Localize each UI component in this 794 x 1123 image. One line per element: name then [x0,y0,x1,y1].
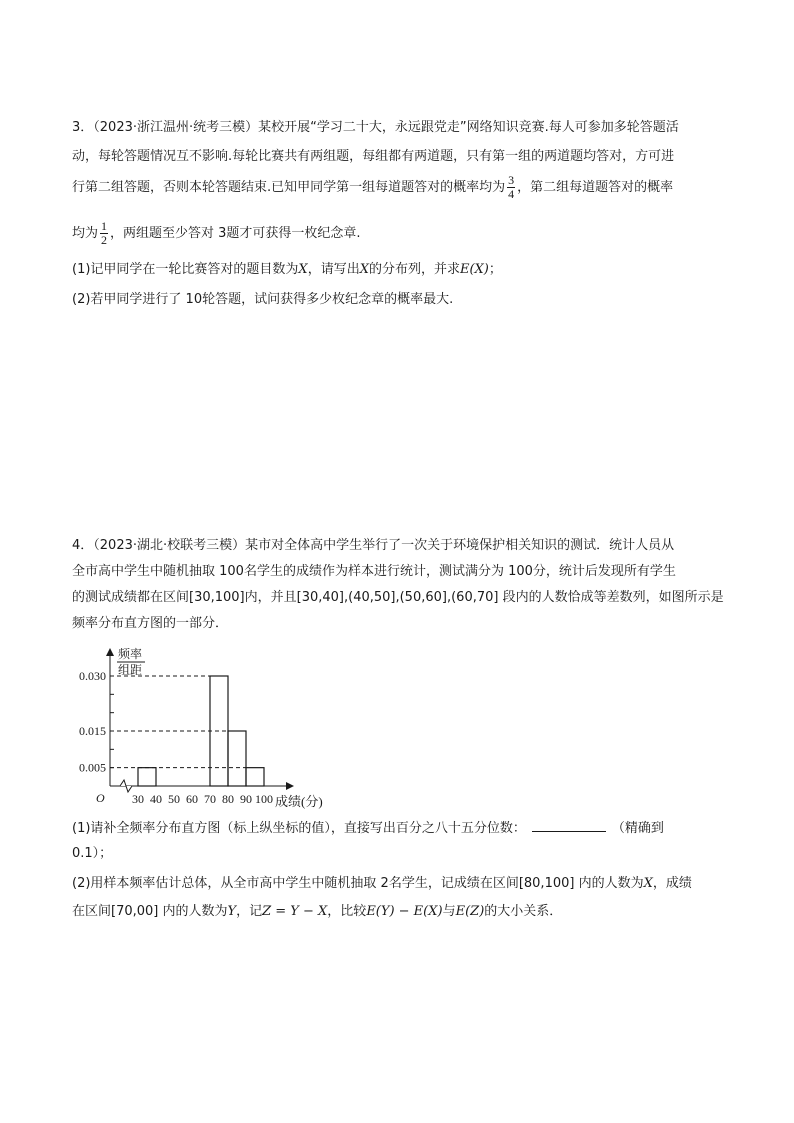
x-tick-label: 60 [186,792,198,806]
q4-line-3: 的测试成绩都在区间[30,100]内，并且[30,40],(40,50],(50,60],(60,70] 段内的人数恰成等差数列，如图所示是 [72,590,724,605]
expectation-ez: E(Z) [455,904,485,919]
q4-part-1-b: （精确到 [611,821,664,836]
y-tick-label: 0.005 [79,760,106,775]
x-tick-label: 70 [204,792,216,806]
q3-part-1 [72,260,502,280]
y-tick-label: 0.015 [79,724,106,738]
q4-source: （2023·湖北·校联考三模） [93,538,246,553]
x-tick-label: 30 [132,792,144,806]
x-axis-arrow [286,782,294,790]
q4-part-2-a: (2)用样本频率估计总体，从全市高中学生中随机抽取 2名学生，记成绩在区间[80,100] 内的人数为 [72,876,644,891]
x-tick-label: 90 [240,792,252,806]
y-tick-label: 0.030 [79,669,106,683]
x-axis-label: 成绩(分) [275,794,323,809]
frequency-histogram [60,646,360,814]
axis-break-mark [120,780,132,792]
q4-part-3-c: ，比较 [327,904,367,919]
fraction-one-half: $\frac{1}{2}$ [101,219,108,247]
q3-line-4-pre: 均为 [72,226,99,241]
q3-line-1-text: 某校开展“学习二十大，永远跟党走”网络知识竞赛.每人可参加多轮答题活 [258,120,679,135]
q3-part-1-a: (1)记甲同学在一轮比赛答对的题目数为 [72,262,299,277]
x-tick-label: 80 [222,792,234,806]
y-axis-arrow [106,648,114,656]
histogram-bar [138,768,156,786]
q3-line-2: 动，每轮答题情况互不影响.每轮比赛共有两组题，每组都有两道题，只有第一组的两道题均答对，方可进 [72,149,675,164]
var-x: X [298,262,308,277]
var-x-2: X [359,262,369,277]
q4-part-1-a: (1)请补全频率分布直方图（标上纵坐标的值），直接写出百分之八十五分位数： [72,821,526,836]
q3-line-1 [72,118,679,138]
q4-line-2: 全市高中学生中随机抽取 100名学生的成绩作为样本进行统计，测试满分为 100分，统计后发现所有学生 [72,564,676,579]
q4-part-3-a: 在区间[70,00] 内的人数为 [72,904,228,919]
q3-part-1-c: 的分布列，并求 [368,262,460,277]
answer-blank[interactable] [532,818,606,832]
q4-part-3-d: 与 [442,904,456,919]
q4-line-1-text: 某市对全体高中学生举行了一次关于环境保护相关知识的测试．统计人员从 [245,538,675,553]
q4-number: 4． [72,538,94,553]
var-y: Y [227,904,237,919]
q3-part-1-b: ，请写出 [307,262,360,277]
q3-part-2: (2)若甲同学进行了 10轮答题，试问获得多少枚纪念章的概率最大. [72,292,454,307]
q4-part-3-b: ，记 [236,904,263,919]
y-label-bottom: 组距 [118,663,143,677]
q3-line-3-post: ，第二组每道题答对的概率 [517,180,674,195]
x-tick-label: 50 [168,792,180,806]
equation-z: Z = Y − X [262,904,328,919]
q4-line-1 [72,536,674,556]
histogram-bar [228,731,246,786]
q3-source: （2023·浙江温州·统考三模） [93,120,259,135]
origin-label: O [96,791,105,805]
x-tick-label: 40 [150,792,162,806]
histogram-bar [246,768,264,786]
expectation-diff: E(Y) − E(X) [366,904,443,919]
q4-part-1-cont: 0.1）； [72,846,113,861]
x-tick-label: 100 [255,792,273,806]
q3-line-4-post: ，两组题至少答对 3题才可获得一枚纪念章. [110,226,361,241]
q4-line-4: 频率分布直方图的一部分． [72,616,229,631]
q3-part-1-d: ； [488,262,502,277]
q3-line-3-pre: 行第二组答题，否则本轮答题结束.已知甲同学第一组每道题答对的概率均为 [72,180,506,195]
expectation-ex: E(X) [459,262,489,277]
q4-part-3-e: 的大小关系． [484,904,563,919]
q3-number: 3． [72,120,94,135]
q4-part-3 [72,902,562,922]
q4-part-2-b: ，成绩 [652,876,692,891]
q4-part-1 [72,818,664,839]
y-label-top: 频率 [118,647,143,661]
q3-line-3 [72,173,673,203]
q3-line-4 [72,219,361,249]
fraction-three-quarters: $\frac{3}{4}$ [508,173,515,201]
var-x-q4: X [643,876,653,891]
q4-part-2 [72,874,692,894]
